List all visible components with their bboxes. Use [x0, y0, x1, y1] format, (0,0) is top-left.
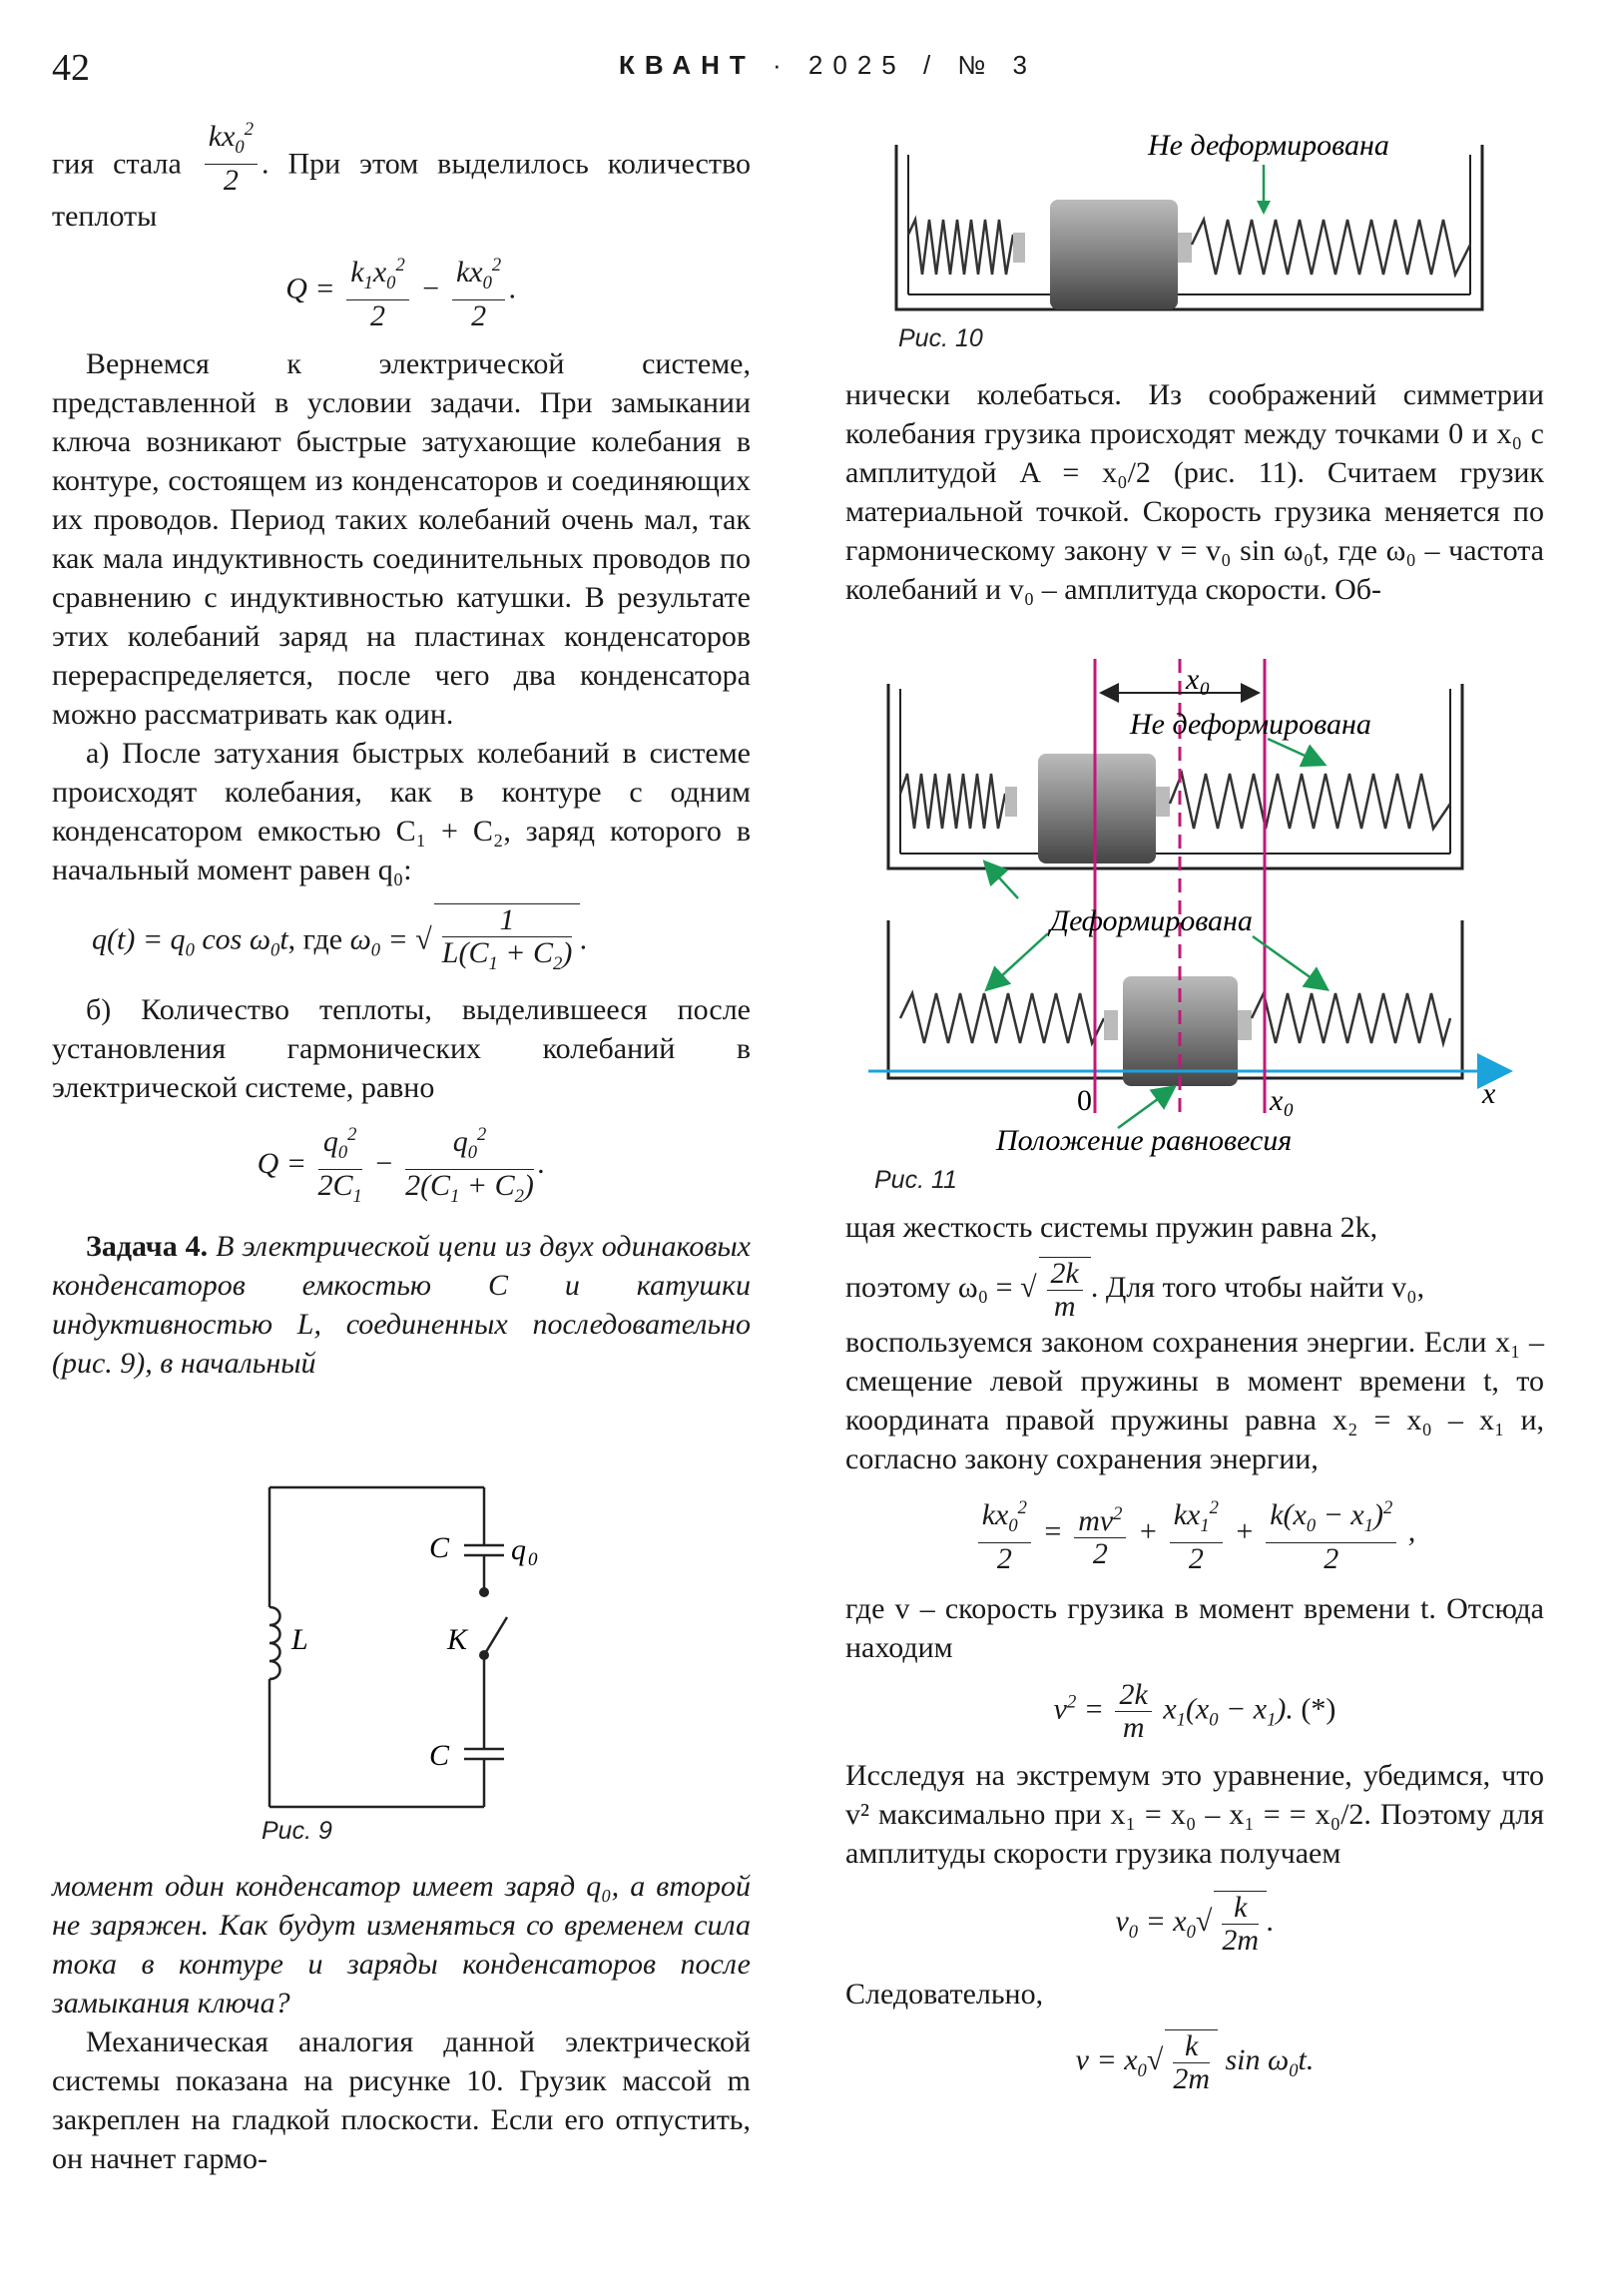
caption-fig11: Рис. 11 — [874, 1166, 957, 1194]
paragraph: воспользуемся законом сохранения энергии. Если x₁ – смещение левой пружины в момент времени t, то координата правой пружины равна x₂ = x₀ – x₁ и, согласно закону сохранения энергии, — [845, 1326, 1544, 1475]
page-number: 42 — [52, 47, 90, 89]
formula-heat-q: Q = $\frac{k_1x_0^2}{2}$ − $\frac{kx_0^2}{2}$ . — [52, 250, 751, 332]
right-column-2: щая жесткость системы пружин равна 2k, поэтому ω₀ = √ $\frac{2k}{m}$ . Для того чтобы найти v₀, воспользуемся законом сохранения энергии. Если x₁ – смещение левой пружины в момент времени t, то координата правой пружины равна x₂ = x₀ – x₁ и, согласно закону сохранения энергии, $\frac{kx_0^2}{2}$ = $\frac{mv^2}{2}$ + $\frac{kx_1^2}{2}$ + $\frac{k(x_0 - x_1)^2}{2}$ , где v – скорость грузика в момент времени t. Отсюда находим $v^2$ = $\frac{2k}{m}$ $x_1(x_0 - x_1)$. (*) Исследуя на экстремум это уравнение, убедимся, что v² максимально при x₁ = x₀ – x₁ = = x₀/2. Поэтому для амплитуды скорости грузика получаем $v_0 = x_0√$ $\frac{k}{2m}$ . Следовательно, $v = x_0√$ $\frac{k}{2m}$ $\sin \omega_0t$. — [845, 1208, 1544, 2111]
paragraph: щая жесткость системы пружин равна 2k, — [845, 1211, 1378, 1244]
label-equilibrium: Положение равновесия — [996, 1124, 1293, 1157]
figure-10-spring — [878, 125, 1497, 324]
figure-9-circuit — [240, 1477, 579, 1822]
paragraph: нически колебаться. Из соображений симметрии колебания грузика происходят между точками 0 и x₀ с амплитудой A = x₀/2 (рис. 11). Считаем грузик материальной точкой. Скорость грузика меняется по гармоническому закону v = v₀ sin ω₀t, где ω₀ – частота колебаний и v₀ – амплитуда скорости. Об- — [845, 378, 1544, 606]
left-column — [52, 119, 751, 1383]
label-x0-top: x — [1186, 663, 1200, 696]
caption-fig10: Рис. 10 — [898, 324, 983, 352]
label-c-top: C — [429, 1531, 450, 1564]
left-column-2 — [52, 1867, 751, 2178]
label-c-bottom: C — [429, 1739, 450, 1772]
formula-charge-q-t: $q(t) = q_0$ $\cos \omega_0t$, где $\omega_0$ = √ $\frac{1}{L(C_1 + C_2)}$ . — [52, 903, 751, 980]
formula-v0: $v_0 = x_0√$ $\frac{k}{2m}$ . — [1115, 1891, 1275, 1957]
label-undeformed: Не деформирована — [1130, 708, 1371, 741]
paragraph: Следовательно, — [845, 1978, 1044, 2010]
magazine-title: КВАНТ — [619, 50, 756, 80]
label-deformed: Деформирована — [1050, 904, 1253, 937]
issue-label: · 2025 / № 3 — [773, 50, 1037, 80]
label-l: L — [291, 1623, 308, 1656]
label-q0: q — [511, 1533, 526, 1566]
label-q0-sub: 0 — [528, 1549, 538, 1570]
paragraph: б) Количество теплоты, выделившееся после установления гармонических колебаний в электрической системе, равно — [52, 993, 751, 1104]
paragraph: где v – скорость грузика в момент времени t. Отсюда находим — [845, 1592, 1544, 1664]
tick-label-zero: 0 — [1077, 1084, 1092, 1117]
task-label: Задача 4. — [86, 1230, 209, 1263]
right-column-1 — [845, 375, 1544, 609]
axis-label-x: x — [1482, 1077, 1496, 1110]
figure-11-springs — [868, 659, 1517, 1193]
formula-omega0: √ $\frac{2k}{m}$ — [1020, 1271, 1091, 1304]
text-fragment: гия стала — [52, 147, 182, 181]
paragraph: а) После затухания быстрых колебаний в системе происходят колебания, как в контуре с одним конденсатором емкостью C₁ + C₂, заряд которого в начальный момент равен q₀: — [52, 737, 751, 886]
formula-v-squared: $v^2$ = $\frac{2k}{m}$ $x_1(x_0 - x_1)$. (*) — [1053, 1678, 1336, 1744]
text-fragment: . При этом выделилось количество теплоты — [52, 147, 751, 233]
formula-kx0-over-2: $\frac{kx_0^2}{2}$ — [205, 114, 258, 197]
formula-heat-q2: Q = $\frac{q_0^2}{2C_1}$ − $\frac{q_0^2}{2(C_1 + C_2)}$ . — [52, 1119, 751, 1213]
formula-energy-conservation: $\frac{kx_0^2}{2}$ = $\frac{mv^2}{2}$ + $\frac{kx_1^2}{2}$ + $\frac{k(x_0 - x_1)^2}{2}$ , — [845, 1492, 1544, 1575]
paragraph: Исследуя на экстремум это уравнение, убедимся, что v² максимально при x₁ = x₀ – x₁ = = x₀/2. Поэтому для амплитуды скорости грузика получаем — [845, 1759, 1544, 1870]
caption-fig9: Рис. 9 — [262, 1817, 332, 1845]
label-x0-top-sub: 0 — [1200, 679, 1210, 700]
tick-label-x0: x — [1270, 1084, 1284, 1117]
paragraph: Механическая аналогия данной электрической системы показана на рисунке 10. Грузик массой m закреплен на гладкой плоскости. Если его отпустить, он начнет гармо- — [52, 2025, 751, 2175]
label-k: K — [447, 1623, 468, 1656]
paragraph: Вернемся к электрической системе, представленной в условии задачи. При замыкании ключа возникают быстрые затухающие колебания в контуре, состоящем из конденсаторов и соединяющих их проводов. Период таких колебаний очень мал, так как мала индуктивность соединительных проводов по сравнению с индуктивностью катушки. В результате этих колебаний заряд на пластинах конденсаторов перераспределяется, после чего два конденсатора можно рассматривать как один. — [52, 347, 751, 731]
label-undeformed: Не деформирована — [1148, 129, 1389, 162]
tick-label-x0-sub: 0 — [1284, 1100, 1294, 1121]
running-header — [619, 50, 1037, 81]
formula-v-t: $v = x_0√$ $\frac{k}{2m}$ $\sin \omega_0t$. — [1075, 2029, 1315, 2095]
task-continuation: момент один конденсатор имеет заряд q₀, а второй не заряжен. Как будут изменяться со временем сила тока в контуре и заряды конденсаторов после замыкания ключа? — [52, 1870, 751, 2019]
task-text: В электрической цепи из двух одинаковых конденсаторов емкостью C и катушки индуктивностью L, соединенных последовательно (рис. 9), в начальный — [52, 1230, 751, 1380]
